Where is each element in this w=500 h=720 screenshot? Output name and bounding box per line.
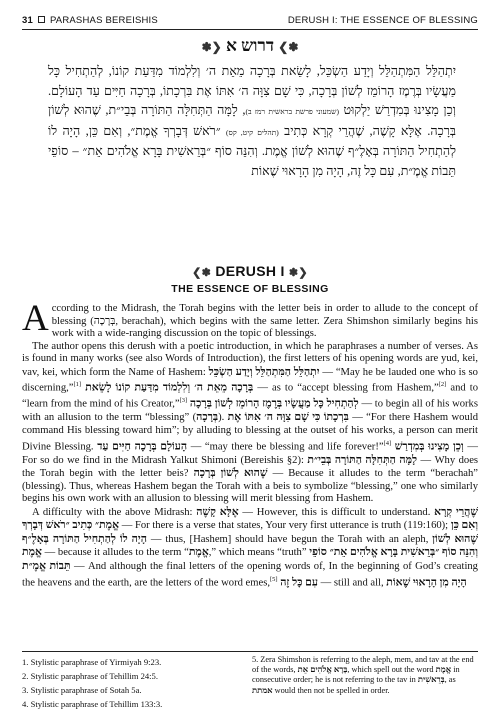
paragraph [22, 298, 478, 341]
footnote-text: , as [444, 675, 456, 685]
running-header [22, 12, 478, 30]
hebrew-phrase: הָעוֹלָם [160, 440, 188, 453]
hebrew-phrase: אֱמֶת [188, 546, 209, 559]
footnote-ref: [2] [438, 381, 447, 389]
footnote-ref: [1] [73, 381, 82, 389]
hebrew-phrase: וְאִם כֵּן הָיָה לוֹ לְהַתְחִיל הַתּוֹרָה בְּאָלֶ״ף [22, 519, 478, 545]
footnote-text: , which spell out the word [347, 665, 434, 675]
text: The author opens this derush with a poetic introduction, in which he paraphrases a number of verses. As is found in many works (see also Words of Introduction), the first letters of his opening words are yud, kei, vav, kei, which form the Name of Hashem: [22, 340, 478, 378]
book-title: PARASHAS BEREISHIS [49, 15, 158, 26]
text: — And although the final letters of the opening words of, In the beginning of God’s creating the heavens and the earth, are the letters of the word emes, [22, 560, 478, 589]
footnote-divider [22, 651, 478, 652]
english-body [22, 298, 479, 590]
english-subtitle: THE ESSENCE OF BLESSING [171, 283, 329, 295]
text: — as to “accept blessing from Hashem,” [257, 382, 439, 394]
text: ). [218, 412, 225, 424]
hebrew-heading [0, 36, 500, 56]
text: — For so do we find in the Midrash Yalkut Shimoni (Bereishis §2): [22, 441, 478, 466]
footnote: 2. Stylistic paraphrase of Tehillim 24:5. [22, 671, 159, 682]
hebrew-phrase: וְהִנֵּה סוֹף ״בְּרֵאשִׁית בָּרָא אֱלֹהִים אֵת״ סוֹפֵי תֵּבוֹת אֱמֶ״ת [22, 546, 478, 572]
text: — For there is a verse that states, Your very first utterance is truth (119:160); [121, 520, 449, 532]
hebrew-text [48, 62, 456, 182]
footnotes-left [22, 655, 232, 711]
chapter-title: DERUSH I: THE ESSENCE OF BLESSING [287, 15, 478, 26]
hebrew-phrase: אמתת [252, 685, 273, 695]
hebrew-phrase: אֱמֶת [435, 665, 452, 675]
footnote-ref: [3] [179, 397, 188, 405]
hebrew-phrase: לָשֵׂאת [85, 381, 112, 394]
hebrew-phrase: עִם כָּל זֶה [280, 576, 319, 589]
hebrew-phrase: בְּרֵאשִׁית [417, 675, 445, 685]
hebrew-phrase: בִּרְכָתוֹ [323, 411, 349, 424]
header-left [22, 15, 158, 26]
ornament-icon: ❮✽ [201, 40, 222, 54]
hebrew-phrase: כִּי שָׁם צִוָּה ה׳ אִתּוֹ אֶת [227, 411, 321, 424]
footnotes-right [252, 655, 478, 696]
page-number: 31 [22, 15, 33, 26]
text: ccording to the Midrash, the Torah begins with the letter beis in order to allude to the concept of blessing (בְּרָכָה, berachah), which begins with the same letter. Zera Shimshon similarly begins his work with a wide-ranging discussion on the topic of blessings. [51, 303, 478, 340]
text: — Why does the Torah begin with the letter beis? [22, 454, 479, 480]
hebrew-phrase: בְּרָכָה חַיִּים עַד [97, 440, 157, 453]
hebrew-phrase: שֶׁהוּא לְשׁוֹן אֱמֶת [22, 532, 478, 559]
paragraph [22, 341, 478, 506]
text: — still and all, [320, 577, 384, 589]
drop-cap: A [22, 298, 49, 339]
hebrew-source: (תהלים קיט, קס) [225, 127, 279, 137]
footnote: 1. Stylistic paraphrase of Yirmiyah 9:23. [22, 657, 162, 667]
hebrew-phrase: בָּרָא אֱלֹהִים אֵת [297, 665, 348, 675]
text: — “May he be lauded one who is so discerning,” [22, 366, 478, 394]
hebrew-phrase: בְּרָכָה [196, 411, 219, 424]
footnote-ref: [4] [383, 439, 392, 447]
square-ornament-icon [38, 16, 45, 23]
text: — Because it alludes to the term “berachah” (blessing). Thus, whereas Hashem began the Torah with a beis to symbolize “blessing,” one who similarly begins his own work with an allusion to blessing will merit blessing from Hashem. [22, 468, 478, 505]
hebrew-paragraph: ״רֹאשׁ דְּבָרְךָ אֱמֶת״, וְאִם כֵּן, הָיָה לוֹ לְהַתְחִיל הַתּוֹרָה בְּאָלֶ״ף שֶׁהוּא לְשׁוֹן אֱמֶת. וְהִנֵּה סוֹף ״בְּרֵאשִׁית בָּרָא אֱלֹהִים אֵת״ – סוֹפֵי תֵּבוֹת אֱמֶ״ת, עִם כָּל זֶה, הָיָה מִן הָרָאוּי שֶׁאוֹת [48, 123, 456, 178]
text: — thus, [Hashem] should have begun the Torah with an aleph, [150, 533, 429, 545]
text: A difficulty with the above Midrash: [32, 506, 193, 518]
text: — “may there be blessing and life forever!” [190, 441, 384, 453]
hebrew-phrase: לָמָּה הַתְּחִלָּה הַתּוֹרָה בְּבֵי״ת [307, 453, 418, 466]
hebrew-phrase: הָיָה מִן הָרָאוּי שֶׁאוֹת [386, 576, 467, 589]
footnote: 3. Stylistic paraphrase of Sotah 5a. [22, 685, 142, 696]
hebrew-phrase: יִתְהַלֵּל הַמִּתְהַלֵּל וְיָדַע הַשְׂכֵּל [208, 365, 320, 378]
ornament-icon: ✽❯ [278, 40, 299, 54]
text: and to “learn from the mind of his Creator,” [22, 382, 479, 410]
hebrew-phrase: לְהַתְחִיל כָּל מַעֲשָׂיו בְּרֶמֶז הָרוֹמֵז לְשׁוֹן בְּרָכָה [189, 397, 359, 410]
hebrew-title: דרוש א [225, 36, 275, 55]
footnote-text: 5. Zera Shimshon is referring to the aleph, mem, and tav at the end of the words, [252, 655, 474, 675]
hebrew-phrase: אֱמֶת״ [95, 519, 120, 532]
paragraph [22, 506, 478, 590]
text: — because it alludes to the term “ [44, 547, 189, 559]
text: ,” which means “truth” [208, 547, 307, 559]
text: — However, this is difficult to understand. [242, 506, 431, 518]
hebrew-paragraph: יִתְהַלֵּל הַמִּתְהַלֵּל וְיָדַע הַשְׂכֵּל, לָשֵׂאת בְּרָכָה מֵאֵת ה׳ וְלִלְמוֹד מִדַּעַת קוֹנוֹ, לְהַתְחִיל כָּל מַעֲשָׂיו בְּרֶמֶז הָרוֹמֵז לְשׁוֹן בְּרָכָה, כִּי שָׁם צִוָּה ה׳ אִתּוֹ אֶת בִּרְכָתוֹ, בְּרָכָה חַיִּים עַד הָעוֹלָם. וְכֵן מָצִינוּ בְּמִדְרַשׁ יַלְקוּט [48, 64, 456, 118]
hebrew-paragraph: אֶלָּא קָשֶׁה, שֶׁהֲרֵי קְרָא כְּתִיב [284, 123, 422, 138]
hebrew-source: (שמעוני פרשת בראשית רמז ב) [245, 107, 339, 117]
hebrew-paragraph: , לָמָּה הַתְּחִלָּה הַתּוֹרָה בְּבֵי״ת, שֶׁהוּא לְשׁוֹן בְּרָכָה. [48, 103, 457, 138]
footnote: 4. Stylistic paraphrase of Tehillim 133:3. [22, 699, 163, 710]
hebrew-phrase: וְכֵן מָצִינוּ בְּמִדְרַשׁ [394, 440, 464, 453]
english-title: DERUSH I [215, 263, 285, 279]
hebrew-phrase: שֶׁהֲרֵי קְרָא כְּתִיב ״רֹאשׁ דְּבָרְךָ [22, 505, 478, 532]
hebrew-phrase: בְּרָכָה מֵאֵת ה׳ וְלִלְמוֹד מִדַּעַת קוֹנוֹ [115, 381, 254, 394]
footnote-text: would then not be spelled in order. [274, 685, 390, 695]
english-heading [0, 263, 500, 279]
text: — “For there Hashem would command His blessing toward him”; by alluding to blessing at the outset of his works, a person can merit Divine Blessing. [22, 412, 478, 453]
hebrew-phrase: אֶלָּא קָשֶׁה [196, 505, 239, 518]
hebrew-phrase: שֶׁהוּא לְשׁוֹן בְּרָכָה [193, 467, 268, 480]
ornament-icon: ✽❯ [288, 267, 308, 279]
ornament-icon: ❮✽ [192, 267, 212, 279]
text: — to begin all of his works with an allusion to the term “blessing” ( [22, 398, 478, 424]
footnote-text: in consecutive order; he is not referring to the tav in [252, 665, 460, 685]
footnote-ref: [5] [269, 575, 278, 583]
